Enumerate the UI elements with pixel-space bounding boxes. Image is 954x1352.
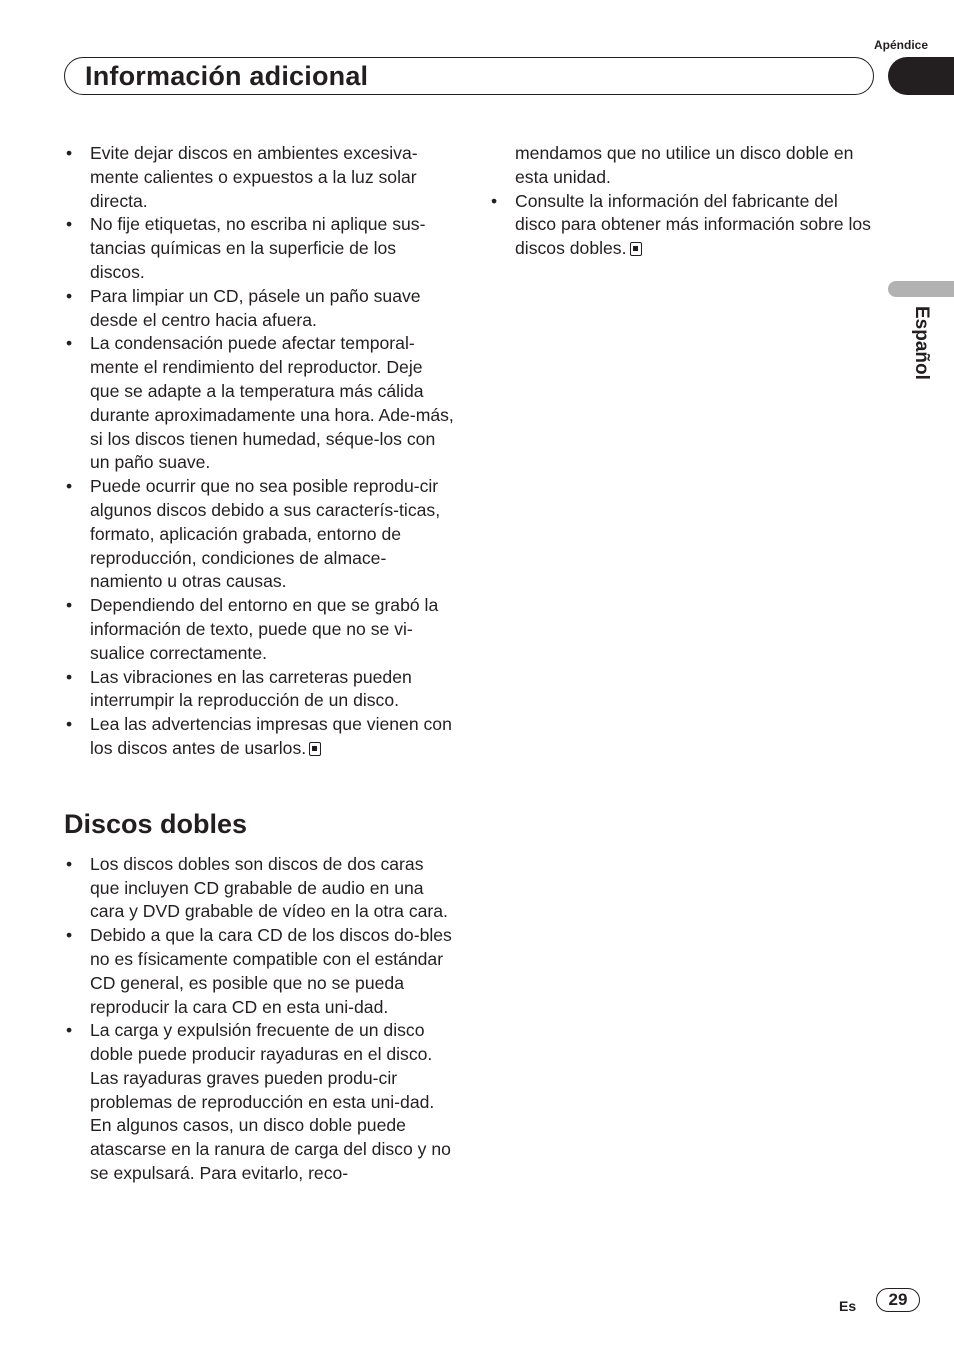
list-item: • Evite dejar discos en ambientes excesiva-mente calientes o expuestos a la luz solar directa. (64, 142, 454, 213)
list-item-text: Consulte la información del fabricante del disco para obtener más información sobre los discos dobles. (515, 190, 871, 259)
list-item-text: Lea las advertencias impresas que vienen con los discos antes de usarlos. (90, 714, 452, 758)
list-item (64, 713, 454, 761)
end-of-section-icon (630, 242, 642, 256)
list-item: • La carga y expulsión frecuente de un disco doble puede producir rayaduras en el disco. Las rayaduras graves pueden produ-cir problemas de reproducción en esta uni-dad. En algunos casos, un disco doble puede atascarse en la ranura de carga del disco y no se expulsará. Para evitarlo, reco- (64, 1019, 454, 1186)
list-item: • La condensación puede afectar temporal-mente el rendimiento del reproductor. Deje que se adapte a la temperatura más cálida durante aproximadamente una hora. Ade-más, si los discos tienen humedad, séque-los con un paño suave. (64, 332, 454, 475)
list-item: • No fije etiquetas, no escriba ni aplique sus-tancias químicas en la superficie de los discos. (64, 213, 454, 284)
left-column (64, 142, 454, 1186)
language-tab-label: Español (911, 306, 932, 380)
list-item: • Los discos dobles son discos de dos caras que incluyen CD grabable de audio en una cara y DVD grabable de vídeo en la otra cara. (64, 853, 454, 924)
list-item: • Puede ocurrir que no sea posible reprodu-cir algunos discos debido a sus caracterís-ticas, formato, aplicación grabada, entorno de reproducción, condiciones de almace-namiento u otras causas. (64, 475, 454, 594)
section-tab (888, 57, 954, 95)
page-title: Información adicional (85, 61, 369, 91)
list-item: • Dependiendo del entorno en que se grabó la información de texto, puede que no se vi-sualice correctamente. (64, 594, 454, 665)
list-item: • Debido a que la cara CD de los discos do-bles no es físicamente compatible con el estándar CD general, es posible que no se pueda reproducir la cara CD en esta uni-dad. (64, 924, 454, 1019)
care-list (64, 142, 454, 761)
dual-disc-list (64, 853, 454, 1186)
language-tab-marker (888, 281, 954, 297)
list-item (489, 190, 879, 261)
list-item: • Las vibraciones en las carreteras pueden interrumpir la reproducción de un disco. (64, 666, 454, 714)
page-number: 29 (876, 1288, 920, 1312)
end-of-section-icon (309, 742, 321, 756)
continued-text: mendamos que no utilice un disco doble en esta unidad. (515, 143, 854, 187)
section-heading: Discos dobles (64, 808, 248, 839)
right-column (489, 142, 879, 261)
header-bar (64, 57, 874, 95)
section-label: Apéndice (873, 38, 928, 52)
list-item: • Para limpiar un CD, pásele un paño suave desde el centro hacia afuera. (64, 285, 454, 333)
footer-language-code: Es (839, 1298, 857, 1314)
dual-disc-list-continued (489, 190, 879, 261)
